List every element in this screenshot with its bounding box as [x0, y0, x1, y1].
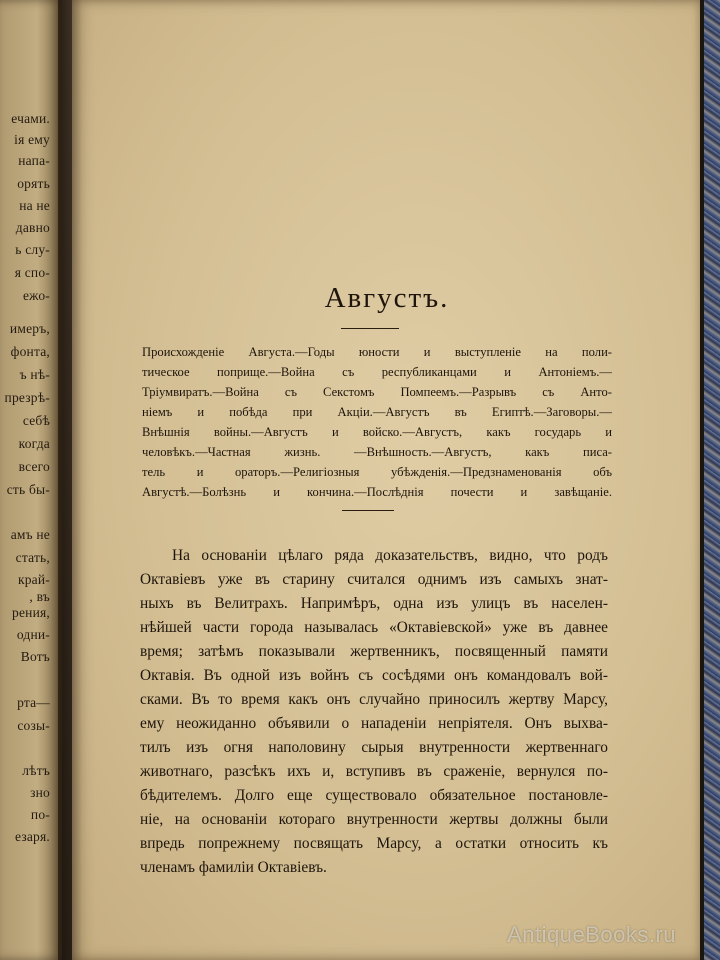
left-page-fragment: лѣтъ	[22, 763, 50, 778]
left-page-fragment: амъ не	[10, 527, 50, 542]
left-page-fragment: созы-	[17, 718, 50, 733]
left-page-fragment: на не	[19, 198, 50, 213]
summary-line: тель и ораторъ.—Религіозныя убѣжденія.—Предзнаменованія объ	[142, 465, 612, 479]
left-page-fragment: по-	[30, 807, 50, 822]
left-page-fragment: я спо-	[14, 265, 50, 280]
left-page-fragment: край-	[17, 572, 50, 587]
left-page-fragment: ъ нѣ-	[19, 367, 50, 382]
body-line: ніе, на основаніи котораго внутренности жертвы должны были	[140, 811, 608, 828]
summary-line: Августѣ.—Болѣзнь и кончина.—Послѣднія почести и завѣщаніе.	[142, 485, 612, 499]
left-page-fragment: ія ему	[14, 132, 50, 147]
marbled-cover-edge	[700, 0, 720, 960]
body-line: На основаніи цѣлаго ряда доказательствъ, видно, что родъ	[172, 547, 608, 564]
left-page-fragment: когда	[18, 436, 50, 451]
body-line: Октавіевъ уже въ старину считался однимъ изъ самыхъ знат-	[140, 571, 608, 588]
body-line: ему неожиданно объявили о нападеніи непріятеля. Онъ выхва-	[140, 715, 608, 732]
left-page-fragment: зно	[30, 785, 50, 800]
left-page-fragment: рта—	[17, 695, 50, 710]
left-page-fragment: одни-	[16, 627, 50, 642]
body-line: Октавія. Въ одной изъ войнъ съ сосѣдями онъ командовалъ вой-	[140, 667, 608, 684]
left-page-fragment: фонта,	[10, 344, 50, 359]
left-page-fragment: себѣ	[22, 413, 50, 428]
body-line: тилъ изъ огня наполовину сырыя внутренности жертвеннаго	[140, 739, 608, 756]
left-page-fragment: , въ	[29, 589, 50, 604]
left-page-fragment: давно	[15, 220, 50, 235]
chapter-title: Августъ.	[324, 282, 450, 314]
summary-line: Тріумвиратъ.—Война съ Секстомъ Помпеемъ.—Разрывъ съ Анто-	[142, 385, 612, 399]
page-gutter-shadow	[58, 0, 82, 960]
body-line: сками. Въ то время какъ онъ случайно приносилъ жертву Марсу,	[140, 691, 608, 708]
body-line: членамъ фамиліи Октавіевъ.	[140, 859, 327, 876]
summary-line: Внѣшнія войны.—Августъ и войско.—Августъ, какъ государь и	[142, 425, 612, 439]
watermark: AntiqueBooks.ru	[507, 922, 676, 947]
title-divider	[341, 328, 399, 329]
left-page-fragment: стать,	[15, 550, 50, 565]
left-page-fragment: презрѣ-	[4, 390, 50, 405]
left-page-fragment: имеръ,	[9, 321, 50, 336]
left-page-fragment: напа-	[18, 153, 50, 168]
body-line: ныхъ въ Велитрахъ. Напримѣръ, одна изъ улицъ въ населен-	[140, 595, 608, 612]
body-line: бѣдителемъ. Долго еще существовало обязательное постановле-	[140, 787, 608, 804]
left-page-fragment: рения,	[12, 605, 50, 620]
left-page-fragment: Вотъ	[20, 649, 50, 664]
body-line: время; затѣмъ показывали жертвенникъ, посвященный памяти	[140, 643, 608, 660]
left-page-fragment: всего	[18, 459, 50, 474]
body-line: нѣйшей части города называлась «Октавіевской» уже въ давнее	[140, 619, 608, 636]
left-page-fragment: ежо-	[22, 288, 50, 303]
previous-page-edge	[0, 0, 62, 960]
body-line: впредь попрежнему посвящать Марсу, а остатки относить къ	[140, 835, 608, 852]
summary-line: тическое поприще.—Война съ республиканцами и Антоніемъ.—	[142, 365, 612, 379]
left-page-fragment: ечами.	[11, 111, 50, 126]
body-line: животнаго, разсѣкъ ихъ и, вступивъ въ сраженіе, вернулся по-	[140, 763, 608, 780]
summary-line: ніемъ и побѣда при Акціи.—Августъ въ Египтѣ.—Заговоры.—	[142, 405, 612, 419]
summary-line: Происхожденіе Августа.—Годы юности и выступленіе на поли-	[142, 345, 612, 359]
summary-divider	[342, 510, 394, 511]
left-page-fragment: сть бы-	[6, 482, 50, 497]
left-page-fragment: ь слу-	[15, 242, 50, 257]
left-page-fragment: орять	[17, 176, 50, 191]
summary-line: человѣкъ.—Частная жизнь. —Внѣшность.—Августъ, какъ писа-	[142, 445, 612, 459]
left-page-fragment: езаря.	[14, 829, 50, 844]
